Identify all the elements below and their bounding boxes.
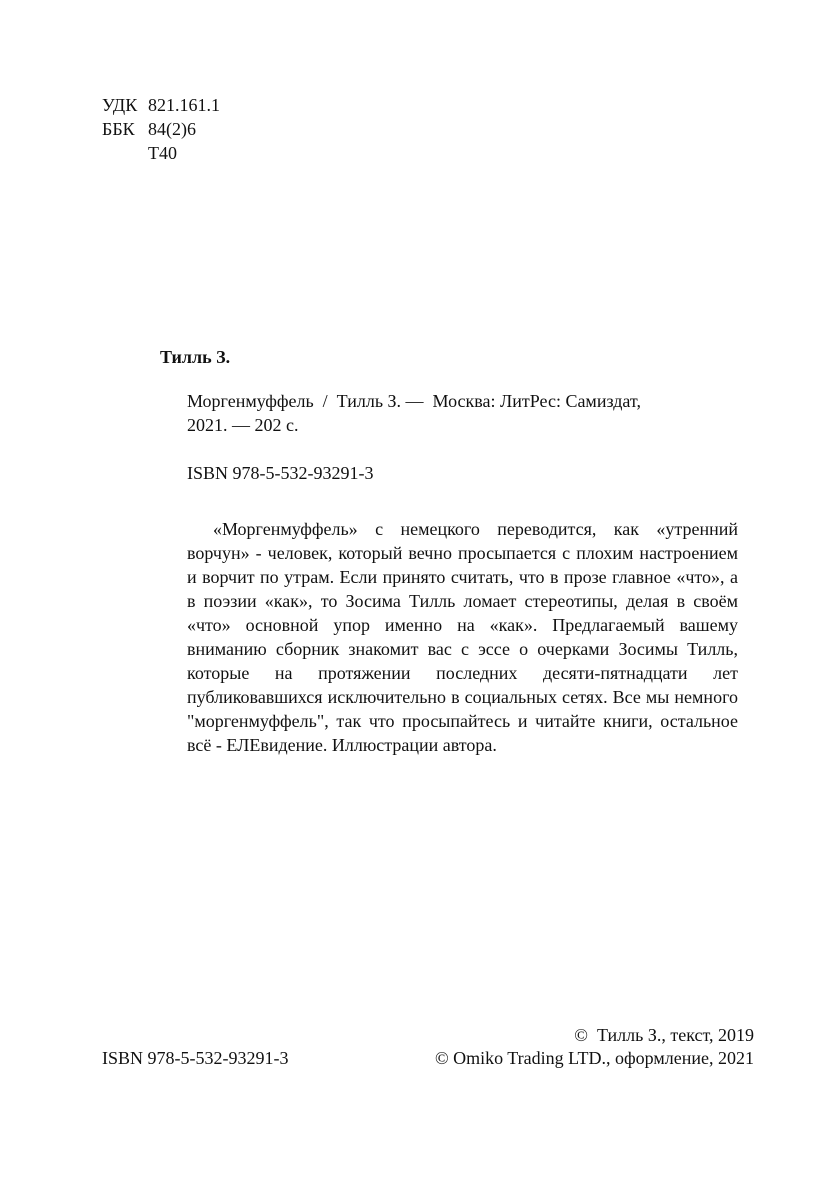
biblio-line-1: Моргенмуффель / Тилль З. — Москва: ЛитРес: Самиздат, — [187, 391, 641, 411]
author-heading: Тилль З. — [160, 347, 231, 367]
bbk-value: 84(2)6 — [148, 119, 196, 139]
bbk-label: ББК — [102, 119, 135, 139]
bibliographic-description — [187, 389, 641, 437]
isbn-main: ISBN 978-5-532-93291-3 — [187, 463, 374, 483]
copyright-design: © Omiko Trading LTD., оформление, 2021 — [434, 1048, 754, 1068]
biblio-line-2: 2021. — 202 с. — [187, 415, 299, 435]
footer-isbn: ISBN 978-5-532-93291-3 — [102, 1048, 289, 1068]
author-mark: Т40 — [148, 143, 177, 163]
udk-value: 821.161.1 — [148, 95, 220, 115]
udk-label: УДК — [102, 95, 138, 115]
copyright-text: © Тилль З., текст, 2019 — [574, 1025, 754, 1045]
annotation: «Моргенмуффель» с немецкого переводится, как «утренний ворчун» - человек, который вечно просыпается с плохим настроением и ворчит по утрам. Если принято считать, что в прозе главное «что», а в поэзии «как», то Зосима Тилль ломает стереотипы, делая в своём «что» основной упор именно на «как». Предлагаемый вашему вниманию сборник знакомит вас с эссе о очерками Зосимы Тилль, которые на протяжении последних десяти-пятнадцати лет публиковавшихся исключительно в социальных сетях. Все мы немного "моргенмуффель", так что просыпайтесь и читайте книги, остальное всё - ЕЛЕвидение. Иллюстрации автора. — [187, 519, 738, 755]
